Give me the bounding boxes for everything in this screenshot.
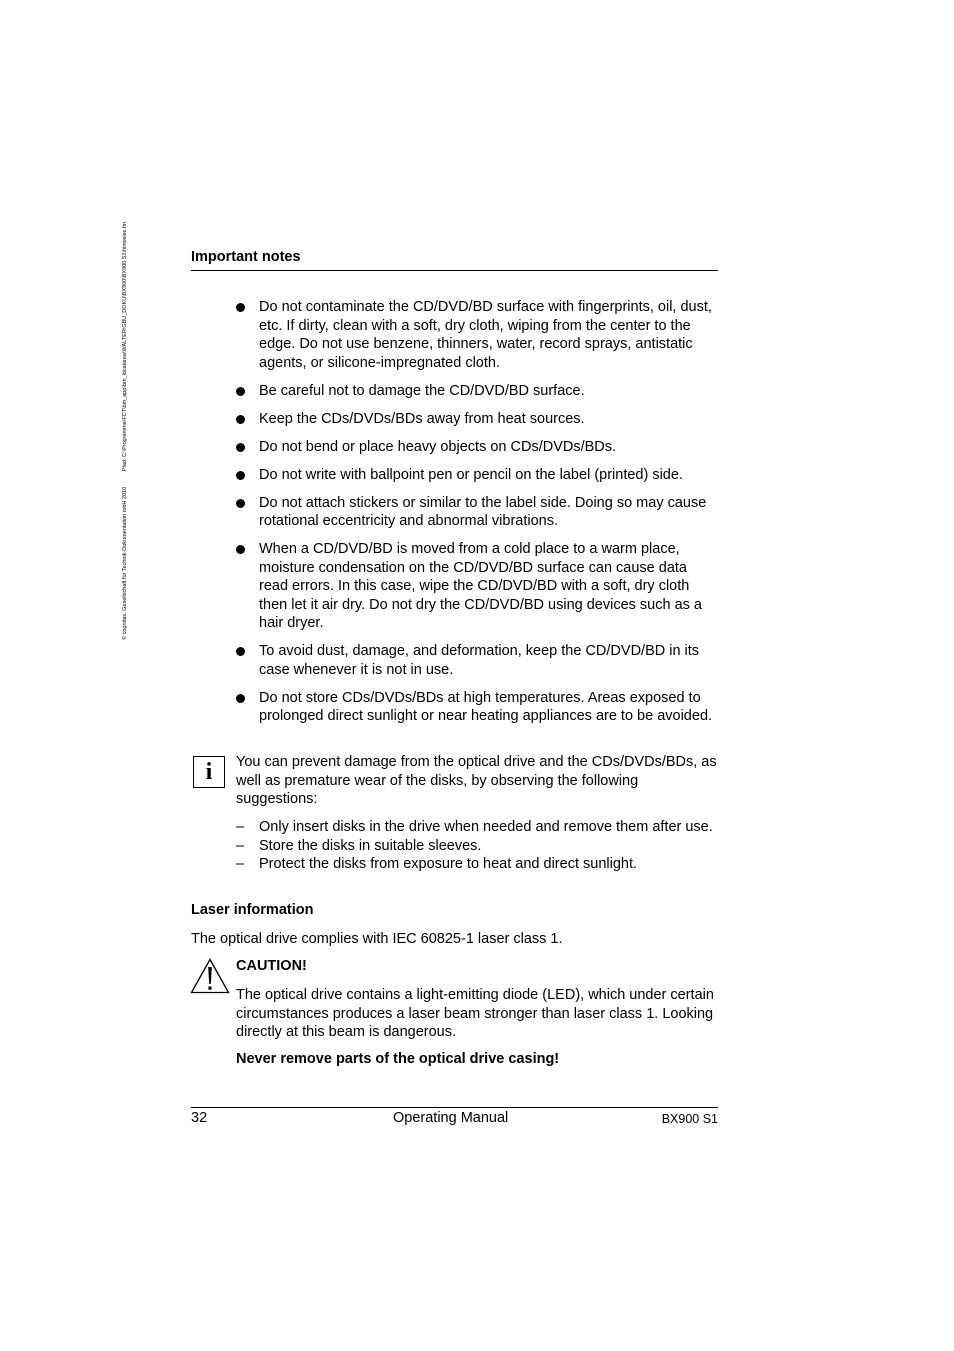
bullet-icon — [236, 647, 245, 656]
caution-paragraph: The optical drive contains a light-emitting diode (LED), which under certain circumstances produces a laser beam stronger than laser class 1. Looking directly at this beam is dangerous. — [236, 987, 714, 1040]
list-item: – Only insert disks in the drive when needed and remove them after use. — [236, 819, 713, 835]
list-item: – Protect the disks from exposure to heat and direct sunlight. — [236, 856, 638, 872]
suggestion-list — [236, 818, 718, 874]
footer-title: Operating Manual — [393, 1110, 509, 1126]
bullet-icon — [236, 387, 245, 396]
bullet-icon — [236, 694, 245, 703]
laser-paragraph: The optical drive complies with IEC 60825-1 laser class 1. — [191, 931, 563, 947]
info-note: You can prevent damage from the optical drive and the CDs/DVDs/BDs, as well as premature wear of the disks, by observing the following suggestions: — [236, 754, 717, 807]
caution-warning: Never remove parts of the optical drive casing! — [236, 1051, 560, 1067]
bullet-icon — [236, 443, 245, 452]
file-path-note: Pfad: C:\Programme\FCT\bm_app\bm_localarea\WALTER\GBU_DOKU\BX900\BX900 S1\hinweise.fm — [122, 221, 128, 472]
list-item: When a CD/DVD/BD is moved from a cold place to a warm place, moisture condensation on the CD/DVD/BD surface can cause data read errors. In this case, wipe the CD/DVD/BD with a soft, dry cloth then let it air dry. Do not dry the CD/DVD/BD using devices such as a hair dryer. — [236, 540, 718, 633]
side-metadata — [122, 208, 128, 640]
caution-title: CAUTION! — [236, 958, 307, 974]
header-rule — [191, 270, 718, 271]
list-item: Do not store CDs/DVDs/BDs at high temperatures. Areas exposed to prolonged direct sunlight or near heating appliances are to be avoided. — [236, 689, 718, 726]
page-number: 32 — [191, 1110, 208, 1126]
bullet-icon — [236, 499, 245, 508]
list-item: Be careful not to damage the CD/DVD/BD surface. — [236, 382, 718, 401]
warning-triangle-icon — [190, 958, 230, 994]
bullet-list — [236, 298, 718, 735]
bullet-icon — [236, 471, 245, 480]
section-heading: Laser information — [191, 902, 314, 918]
dash-icon: – — [236, 856, 245, 872]
list-item: Keep the CDs/DVDs/BDs away from heat sources. — [236, 410, 718, 429]
footer-rule — [191, 1107, 718, 1108]
dash-icon: – — [236, 819, 245, 835]
bullet-icon — [236, 303, 245, 312]
list-item: Do not write with ballpoint pen or pencil on the label (printed) side. — [236, 466, 718, 485]
copyright-note: © cognitas. Gesellschaft für Technik-Dokumentation mbH 2010 — [122, 486, 128, 640]
list-item: Do not attach stickers or similar to the label side. Doing so may cause rotational eccentricity and abnormal vibrations. — [236, 494, 718, 531]
list-item: Do not contaminate the CD/DVD/BD surface with fingerprints, oil, dust, etc. If dirty, clean with a soft, dry cloth, wiping from the center to the edge. Do not use benzene, thinners, water, record sprays, antistatic agents, or silicone-impregnated cloth. — [236, 298, 718, 372]
list-item: – Store the disks in suitable sleeves. — [236, 837, 482, 854]
footer-product: BX900 S1 — [661, 1112, 718, 1126]
running-header: Important notes — [191, 249, 301, 265]
bullet-icon — [236, 415, 245, 424]
dash-icon: – — [236, 837, 245, 854]
list-item: Do not bend or place heavy objects on CDs/DVDs/BDs. — [236, 438, 718, 457]
list-item: To avoid dust, damage, and deformation, keep the CD/DVD/BD in its case whenever it is not in use. — [236, 642, 718, 679]
bullet-icon — [236, 545, 245, 554]
info-icon: i — [193, 756, 225, 788]
